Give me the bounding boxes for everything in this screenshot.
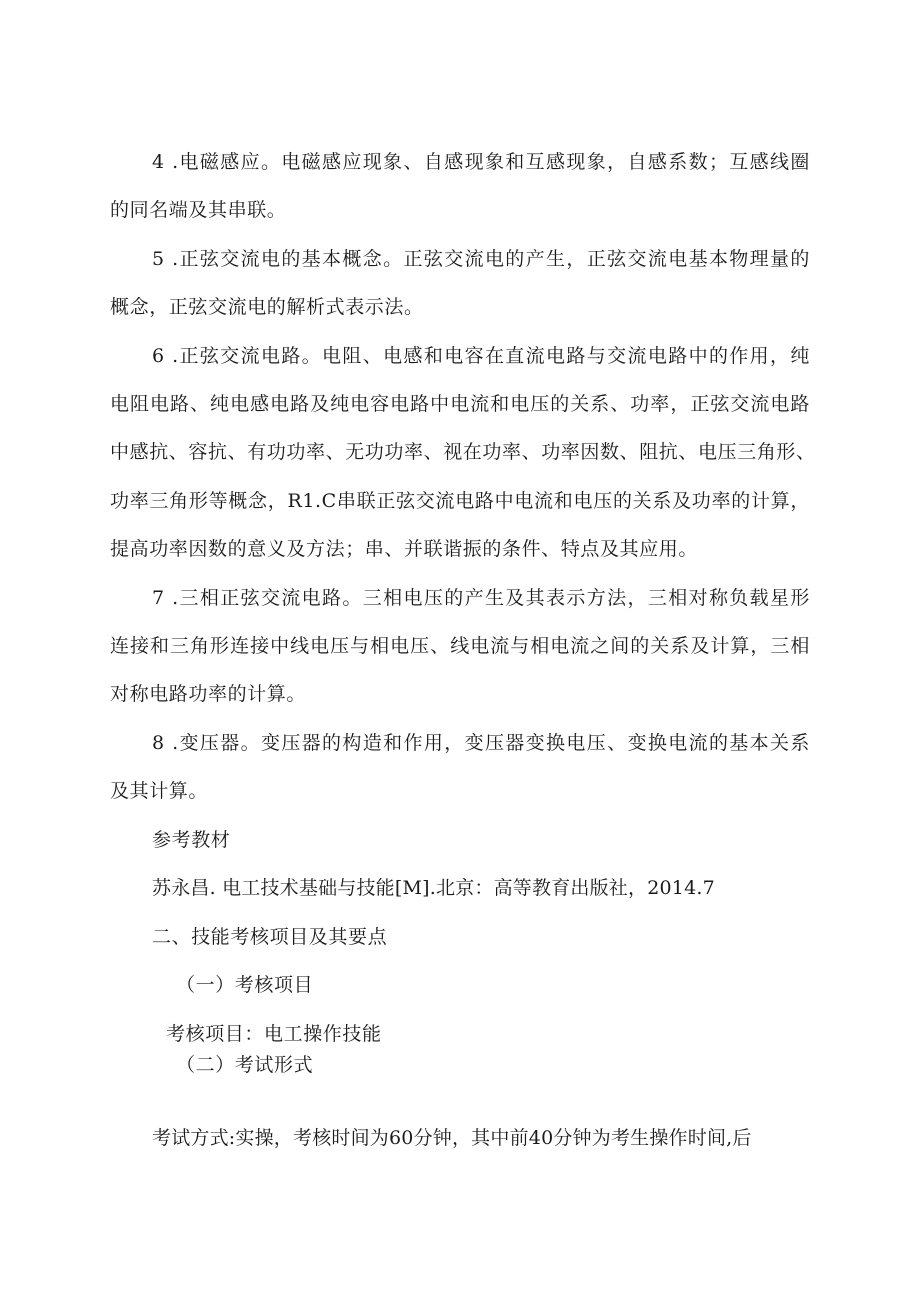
item-6-line-5: 提高功率因数的意义及方法；串、并联谐振的条件、特点及其应用。 [110,538,699,560]
item-5-line-1: 5 .正弦交流电的基本概念。正弦交流电的产生，正弦交流电基本物理量的 [152,248,810,270]
reference-heading: 参考教材 [152,829,231,851]
reference-entry: 苏永昌. 电工技术基础与技能[M].北京：高等教育出版社，2014.7 [152,877,715,899]
item-7-line-2: 连接和三角形连接中线电压与相电压、线电流与相电流之间的关系及计算，三相 [110,635,810,657]
item-8-line-1: 8 .变压器。变压器的构造和作用，变压器变换电压、变换电流的基本关系 [152,732,810,754]
item-4-line-2: 的同名端及其串联。 [110,199,287,221]
item-8-line-2: 及其计算。 [110,780,209,802]
item-7-number: 7 [152,587,165,609]
item-5-number: 5 [152,248,165,270]
item-4-line-1: 4 .电磁感应。电磁感应现象、自感现象和互感现象，自感系数；互感线圈 [152,151,810,173]
sub-one-body: 考核项目：电工操作技能 [166,1023,382,1045]
sub-one-heading: （一）考核项目 [176,974,314,996]
item-7-line-3: 对称电路功率的计算。 [110,683,307,705]
item-6-line-2: 电阻电路、纯电感电路及纯电容电路中电流和电压的关系、功率，正弦交流电路 [110,393,810,415]
item-6-line-3: 中感抗、容抗、有功功率、无功功率、视在功率、功率因数、阻抗、电压三角形、 [110,441,816,463]
item-6-line-4: 功率三角形等概念，R1.C串联正弦交流电路中电流和电压的关系及功率的计算， [110,490,810,512]
item-6-line-1: 6 .正弦交流电路。电阻、电感和电容在直流电路与交流电路中的作用，纯 [152,345,810,367]
item-8-number: 8 [152,732,165,754]
sub-two-body: 考试方式:实操，考核时间为60分钟，其中前40分钟为考生操作时间,后 [152,1127,752,1149]
item-4-number: 4 [152,151,165,173]
item-7-line-1: 7 .三相正弦交流电路。三相电压的产生及其表示方法，三相对称负载星形 [152,587,810,609]
item-6-number: 6 [152,345,165,367]
section-two-heading: 二、技能考核项目及其要点 [152,926,388,948]
item-5-line-2: 概念，正弦交流电的解析式表示法。 [110,296,424,318]
sub-two-heading: （二）考试形式 [176,1054,314,1076]
